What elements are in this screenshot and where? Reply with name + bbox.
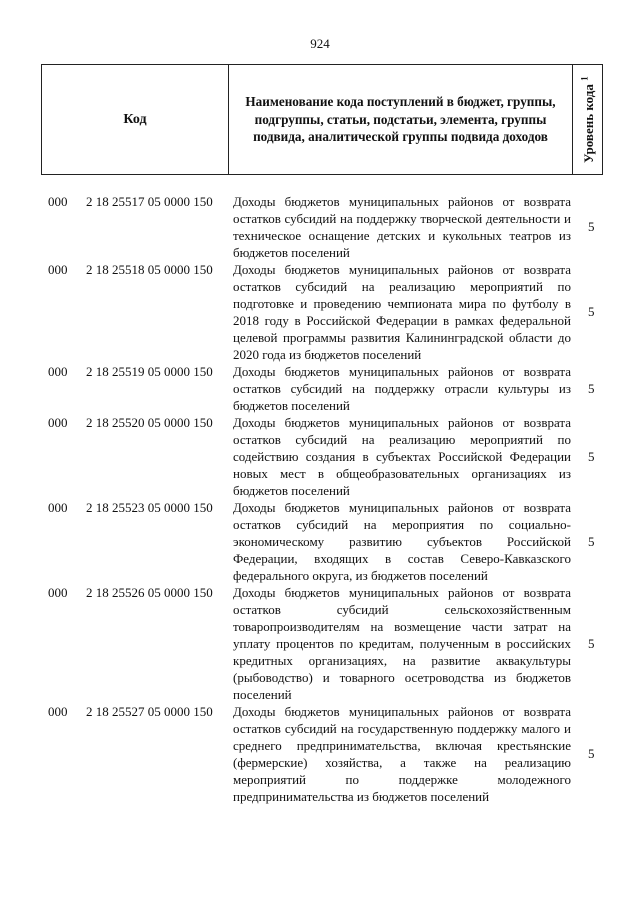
row-code: 2 18 25517 05 0000 150: [86, 194, 213, 209]
row-level: 5: [588, 533, 595, 549]
table-body: [0, 193, 640, 805]
table-header: [41, 64, 603, 175]
header-level-footnote: 1: [579, 76, 590, 81]
row-prefix: 000: [48, 262, 68, 277]
row-description: Доходы бюджетов муниципальных районов от возврата остатков субсидий на реализацию мероприятий по подготовке и проведению чемпионата мира по футболу в 2018 году в Российской Федерации в рамках федеральной целевой программы развития Калининградской области до 2020 года из бюджетов поселений: [233, 262, 571, 362]
row-description: Доходы бюджетов муниципальных районов от возврата остатков субсидий сельскохозяйственным товаропроизводителям на возмещение части затрат на уплату процентов по кредитам, полученным в российских кредитных организациях, на развитие аквакультуры (рыбоводство) и товарного осетроводства из бюджетов поселений: [233, 585, 571, 702]
header-level-text: Уровень кода: [581, 83, 597, 163]
row-prefix: 000: [48, 585, 68, 600]
header-level: [573, 65, 604, 174]
table-row: [0, 703, 640, 805]
table-row: [0, 499, 640, 584]
header-level-label: [580, 76, 597, 163]
row-prefix: 000: [48, 704, 68, 719]
row-description: Доходы бюджетов муниципальных районов от возврата остатков субсидий на реализацию мероприятий по содействию создания в субъектах Российской Федерации новых мест в общеобразовательных организациях из бюджетов поселений: [233, 415, 571, 498]
row-description: Доходы бюджетов муниципальных районов от возврата остатков субсидий на мероприятия по социально-экономическому развитию субъектов Российской Федерации, входящих в состав Северо-Кавказского федерального округа, из бюджетов поселений: [233, 500, 571, 583]
table-row: [0, 261, 640, 363]
row-code: 2 18 25519 05 0000 150: [86, 364, 213, 379]
table-row: [0, 584, 640, 703]
row-level: 5: [588, 746, 595, 761]
row-code: 2 18 25518 05 0000 150: [86, 262, 213, 277]
table-row: [0, 363, 640, 414]
row-code: 2 18 25523 05 0000 150: [86, 500, 213, 515]
header-code: Код: [42, 65, 229, 174]
row-code: 2 18 25526 05 0000 150: [86, 585, 213, 600]
table-row: [0, 193, 640, 261]
row-prefix: 000: [48, 194, 68, 209]
row-code: 2 18 25520 05 0000 150: [86, 415, 213, 430]
row-description: Доходы бюджетов муниципальных районов от возврата остатков субсидий на поддержку отрасли культуры из бюджетов поселений: [233, 364, 571, 413]
page-number: 924: [310, 36, 330, 51]
table-row: [0, 414, 640, 499]
row-description: Доходы бюджетов муниципальных районов от возврата остатков субсидий на поддержку творческой деятельности и техническое оснащение детских и кукольных театров из бюджетов поселений: [233, 194, 571, 260]
header-name: Наименование кода поступлений в бюджет, группы, подгруппы, статьи, подстатьи, элемента, группы подвида, аналитической группы подвида доходов: [229, 65, 573, 174]
row-level: 5: [588, 304, 595, 319]
row-level: 5: [588, 219, 595, 234]
row-level: 5: [588, 380, 595, 396]
row-level: 5: [588, 448, 595, 464]
row-code: 2 18 25527 05 0000 150: [86, 704, 213, 719]
row-description: Доходы бюджетов муниципальных районов от возврата остатков субсидий на государственную поддержку малого и среднего предпринимательства, включая крестьянские (фермерские) хозяйства, а также на реализацию мероприятий по поддержке молодежного предпринимательства из бюджетов поселений: [233, 704, 571, 804]
row-level: 5: [588, 635, 595, 651]
row-prefix: 000: [48, 364, 68, 379]
row-prefix: 000: [48, 415, 68, 430]
row-prefix: 000: [48, 500, 68, 515]
